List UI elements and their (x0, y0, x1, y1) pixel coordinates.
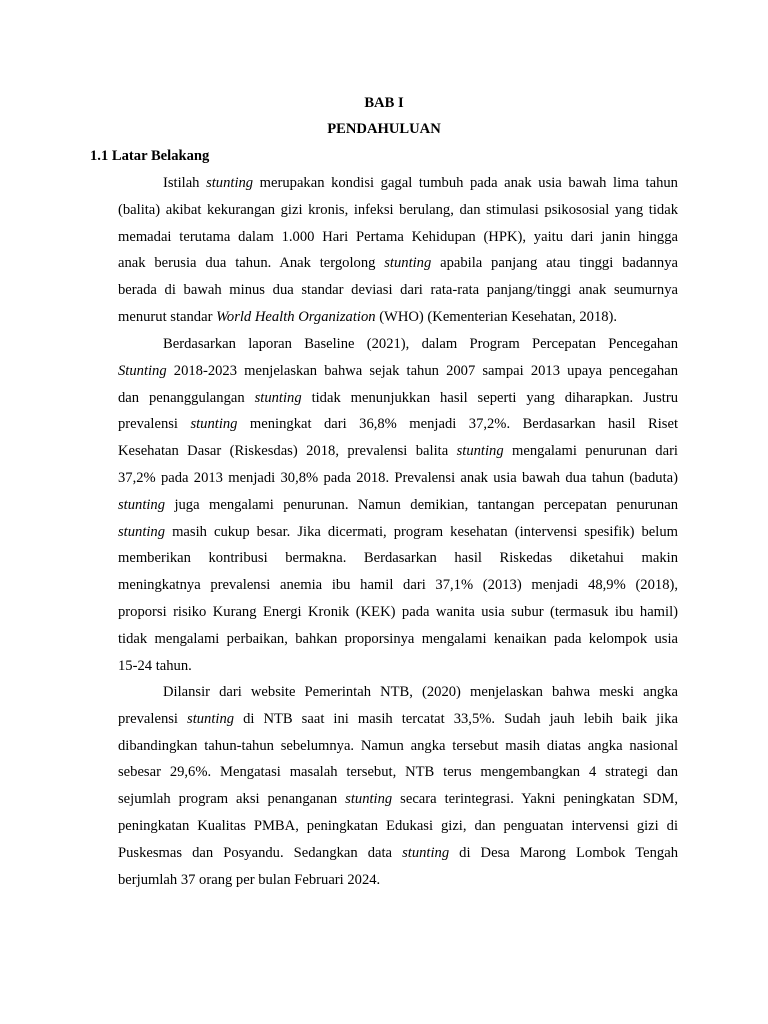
text-line: dibandingkan tahun-tahun sebelumnya. Namun angka tersebut masih diatas angka nasional (118, 737, 678, 754)
text-line: Istilah stunting merupakan kondisi gagal tumbuh pada anak usia bawah lima tahun (163, 175, 678, 191)
text-line: (balita) akibat kekurangan gizi kronis, infeksi berulang, dan stimulasi psikososial yang tidak (118, 201, 678, 218)
text-line: Stunting 2018-2023 menjelaskan bahwa sejak tahun 2007 sampai 2013 upaya pencegahan (118, 362, 678, 379)
section-heading: 1.1 Latar Belakang (90, 148, 210, 164)
text-line: meningkatnya prevalensi anemia ibu hamil dari 37,1% (2013) menjadi 48,9% (2018), (118, 577, 678, 594)
text-line: memberikan kontribusi bermakna. Berdasarkan hasil Riskedas diketahui makin (118, 550, 678, 567)
text-line: peningkatan Kualitas PMBA, peningkatan Edukasi gizi, dan penguatan intervensi gizi di (118, 818, 678, 834)
text-line: anak berusia dua tahun. Anak tergolong stunting apabila panjang atau tinggi badannya (118, 255, 678, 272)
text-line: menurut standar World Health Organization (WHO) (Kementerian Kesehatan, 2018). (118, 309, 618, 325)
text-line: 37,2% pada 2013 menjadi 30,8% pada 2018. Prevalensi anak usia bawah dua tahun (baduta) (118, 470, 678, 486)
text-line: dan penanggulangan stunting tidak menunjukkan hasil seperti yang diharapkan. Justru (118, 389, 678, 406)
text-line: stunting masih cukup besar. Jika dicermati, program kesehatan (intervensi spesifik) belum (118, 523, 678, 540)
text-line: Kesehatan Dasar (Riskesdas) 2018, prevalensi balita stunting mengalami penurunan dari (118, 443, 678, 460)
text-line: Puskesmas dan Posyandu. Sedangkan data stunting di Desa Marong Lombok Tengah (118, 844, 678, 861)
text-line: 15-24 tahun. (118, 657, 192, 674)
text-line: prevalensi stunting di NTB saat ini masih tercatat 33,5%. Sudah jauh lebih baik jika (118, 710, 678, 727)
text-line: tidak mengalami perbaikan, bahkan proporsinya mengalami kenaikan pada kelompok usia (118, 630, 678, 647)
text-line: prevalensi stunting meningkat dari 36,8% menjadi 37,2%. Berdasarkan hasil Riset (118, 416, 678, 433)
text-line: Berdasarkan laporan Baseline (2021), dalam Program Percepatan Pencegahan (163, 336, 678, 352)
text-line: sejumlah program aksi penanganan stunting secara terintegrasi. Yakni peningkatan SDM, (118, 791, 679, 808)
chapter-number: BAB I (364, 95, 404, 111)
text-line: proporsi risiko Kurang Energi Kronik (KEK) pada wanita usia subur (termasuk ibu hamil) (118, 604, 678, 620)
text-line: berjumlah 37 orang per bulan Februari 2024. (118, 871, 381, 888)
text-line: Dilansir dari website Pemerintah NTB, (2020) menjelaskan bahwa meski angka (163, 684, 678, 700)
text-line: stunting juga mengalami penurunan. Namun demikian, tantangan percepatan penurunan (118, 496, 678, 513)
text-line: memadai terutama dalam 1.000 Hari Pertama Kehidupan (HPK), yaitu dari janin hingga (118, 228, 678, 245)
text-line: berada di bawah minus dua standar deviasi dari rata-rata panjang/tinggi anak seumurnya (118, 282, 678, 299)
chapter-title: PENDAHULUAN (327, 121, 441, 137)
text-line: sebesar 29,6%. Mengatasi masalah tersebut, NTB terus mengembangkan 4 strategi dan (118, 764, 678, 781)
